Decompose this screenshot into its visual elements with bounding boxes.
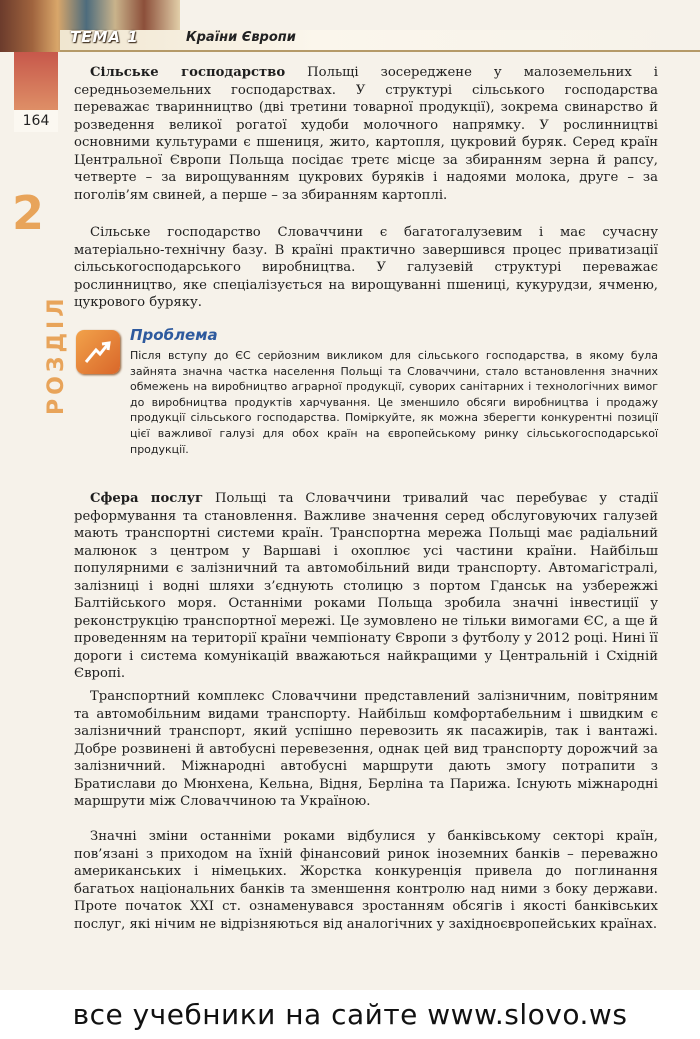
section-number: 2	[12, 186, 45, 240]
paragraph-text: Польщі та Словаччини тривалий час перебуває у стадії реформування та становлення. Важливе значення серед обслуговуючих галузей мають транспортні системи країн. Транспортна мережа Польщі має радіальний малюнок з центром у Варшаві і охоплює усі частини країни. Найбільш популярними є залізничний та автомобільний види транспорту. Автомагістралі, залізниці і водні шляхи з’єднують столицю з портом Гданськ на узбережжі Балтійського моря. Останніми роками Польща зробила значні інвестиції у реконструкцію транспортної мережі. Це зумовлено не тільки вимогами ЄС, а ще й проведенням на території країни чемпіонату Європи з футболу у 2012 році. Нині її дороги і система комунікацій вважаються найкращими у Центральній і Східній Європі.	[74, 491, 659, 681]
paragraph-banking	[74, 828, 658, 933]
paragraph-text: Значні зміни останніми роками відбулися у банківському секторі країн, пов’язані з приходом на їхній фінансовий ринок іноземних банків – переважно американських і німецьких. Жорстка конкуренція привела до поглинання багатьох національних банків та зменшення контролю над ними з боку держави. Проте початок XXI ст. ознаменувався зростанням обсягів і якості банківських послуг, які нічим не відрізняються від аналогічних у західноєвропейських країнах.	[74, 829, 658, 932]
paragraph-services	[74, 490, 658, 683]
paragraph-text: Сільське господарство Словаччини є багатогалузевим і має сучасну матеріально-технічну базу. В країні практично завершився процес приватизації сільськогосподарського виробництва. У галузевій структурі переважає рослинництво, яке спеціалізується на вирощуванні пшениці, кукурудзи, ячменю, цукрового буряку.	[74, 225, 658, 310]
paragraph-text: Польщі зосереджене у малоземельних і середньоземельних господарствах. У структурі сільського господарства переважає тваринництво (дві третини товарної продукції), зокрема свинарство й розведення великої рогатої худоби молочного напрямку. У рослинництві основними культурами є пшениця, жито, картопля, цукровий буряк. Серед країн Центральної Європи Польща посідає третє місце за збиранням зерна й рапсу, четверте – за вирощуванням цукрових буряків і надоями молока, друге – за поголів’ям свиней, а перше – за збиранням картоплі.	[74, 65, 659, 203]
site-banner: все учебники на сайте www.slovo.ws	[0, 990, 700, 1039]
header-title: Країни Європи	[186, 30, 296, 45]
paragraph-agriculture-poland	[74, 64, 658, 204]
paragraph-lead: Сфера послуг	[90, 491, 204, 506]
problem-text: Після вступу до ЄС серйозним викликом для сільського господарства, в якому була зайнята значна частка населення Польщі та Словаччини, стало встановлення значних обмежень на виробництво аграрної продукції, суворих санітарних і технологічних вимог до виробництва продуктів харчування. Це зменшило обсяги виробництва і продажу продукції сільського господарства. Поміркуйте, як можна зберегти конкурентні позиції цієї важливої галузі для обох країн на європейському ринку сільськогосподарської продукції.	[130, 349, 658, 456]
paragraph-transport-slovakia	[74, 688, 658, 811]
problem-heading: Проблема	[130, 326, 218, 344]
paragraph-lead: Сільське господарство	[90, 65, 286, 80]
problem-arrows-icon	[76, 330, 120, 374]
section-label: РОЗДІЛ	[44, 294, 69, 415]
header-bar	[60, 30, 700, 52]
page-number: 164	[14, 110, 58, 132]
header-topic: ТЕМА 1	[70, 28, 139, 46]
paragraph-agriculture-slovakia	[74, 224, 658, 312]
paragraph-text: Транспортний комплекс Словаччини представлений залізничним, повітряним та автомобільним видами транспорту. Найбільш комфортабельним і швидким є залізничний транспорт, який успішно перевозить як пасажирів, так і вантажі. Добре розвинені й автобусні перевезення, однак цей вид транспорту дорожчий за залізничний. Міжнародні автобусні маршрути дають змогу потрапити з Братислави до Мюнхена, Кельна, Відня, Берліна та Парижа. Існують міжнародні маршрути між Словаччиною та Україною.	[74, 689, 658, 809]
